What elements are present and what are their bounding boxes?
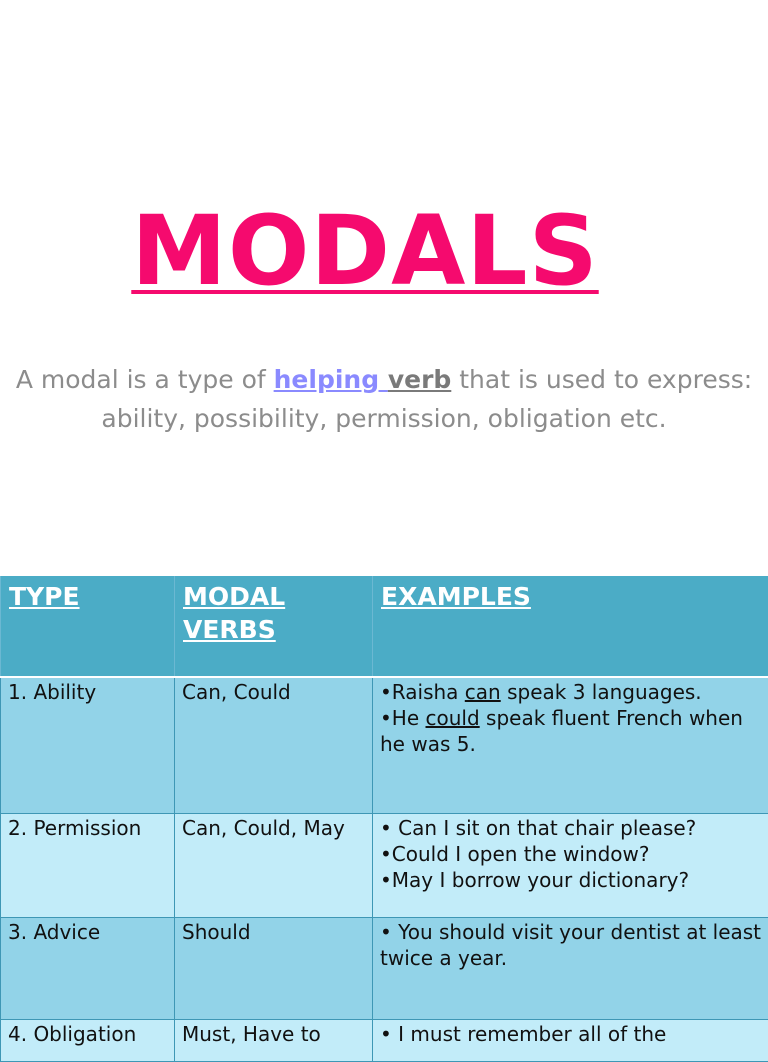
table-row [1,677,768,814]
table-row [1,918,768,1020]
example-text: •Raisha [380,680,465,704]
intro-text-before: A modal is a type of [16,365,274,394]
example-line: • Can I sit on that chair please? [380,815,763,841]
header-type [1,576,175,677]
intro-text-after: that is used to express: ability, possibility, permission, obligation etc. [101,365,752,433]
header-modal-verbs [175,576,373,677]
table-header-row [1,576,768,677]
example-line: •May I borrow your dictionary? [380,867,763,893]
slide-title-text: MODALS [131,195,598,307]
example-line: • You should visit your dentist at least twice a year. [380,919,763,971]
slide-title [0,196,730,306]
example-line [380,679,763,705]
header-examples [373,576,768,677]
verbs-cell: Should [175,918,373,1020]
examples-cell [373,918,768,1020]
example-modal-word: can [465,680,501,704]
example-line: •Could I open the window? [380,841,763,867]
examples-cell [373,1020,768,1062]
example-text: speak 3 languages. [501,680,702,704]
helping-link[interactable]: helping [274,365,388,394]
intro-paragraph [0,360,768,438]
type-cell: 4. Obligation [1,1020,175,1062]
example-line [380,1021,763,1047]
example-text: remember all of the [467,1022,666,1046]
type-cell: 2. Permission [1,814,175,918]
example-text: •He [380,706,426,730]
example-modal-word: could [426,706,480,730]
type-cell: 3. Advice [1,918,175,1020]
header-examples-label: EXAMPLES [381,582,531,611]
modals-table [0,576,768,1062]
verbs-cell: Can, Could [175,677,373,814]
verbs-cell: Can, Could, May [175,814,373,918]
examples-cell [373,677,768,814]
header-type-label: TYPE [9,582,80,611]
examples-cell [373,814,768,918]
type-cell: 1. Ability [1,677,175,814]
header-modal-verbs-label: MODAL VERBS [183,582,285,644]
table-row [1,1020,768,1062]
verbs-cell: Must, Have to [175,1020,373,1062]
table-row [1,814,768,918]
example-text: speak fluent French when he was 5. [380,706,743,756]
verb-link[interactable]: verb [388,365,451,394]
example-line [380,705,763,757]
example-text: • I must [380,1022,467,1046]
